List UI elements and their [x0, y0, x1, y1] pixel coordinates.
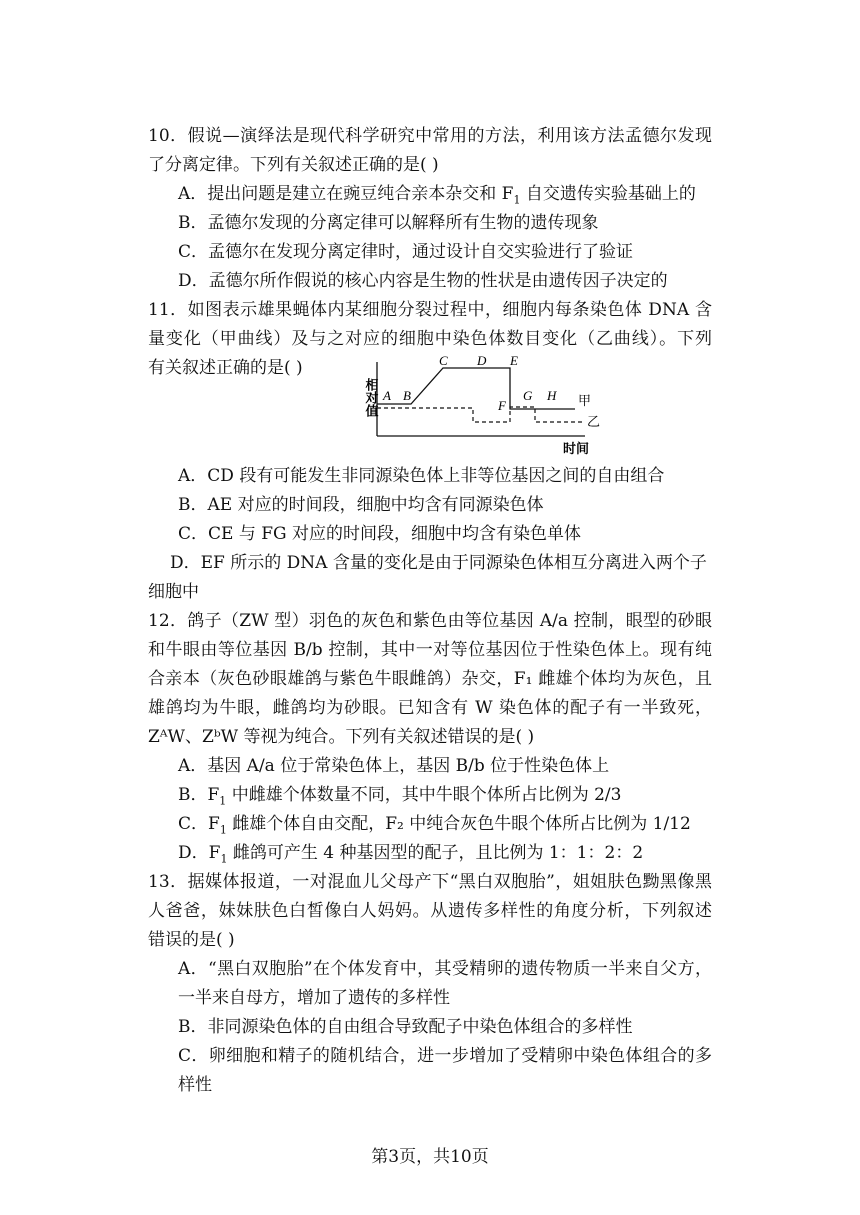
q12-stem-line-4: 雄鸽均为牛眼，雌鸽均为砂眼。已知含有 W 染色体的配子有一半致死， — [148, 698, 712, 718]
point-label-a: A — [383, 388, 391, 403]
q11-stem-line-2: 量变化（甲曲线）及与之对应的细胞中染色体数目变化（乙曲线）。下列 — [148, 329, 712, 349]
curve-jia-label: 甲 — [578, 393, 592, 408]
point-label-c: C — [439, 353, 448, 368]
q10-stem-line-2: 了分离定律。下列有关叙述正确的是( ) — [148, 155, 439, 175]
q11-option-d-cont: 细胞中 — [148, 582, 199, 602]
q12-option-b: B．$F_1$ 中雌雄个体数量不同，其中牛眼个体所占比例为 2/3 — [178, 785, 622, 808]
q12-stem-line-5: ZᴬW、ZᵇW 等视为纯合。下列有关叙述错误的是( ) — [148, 727, 535, 747]
q13-option-c-cont: 样性 — [178, 1075, 212, 1095]
point-label-d: D — [477, 353, 487, 368]
q10-option-b: B．孟德尔发现的分离定律可以解释所有生物的遗传现象 — [178, 213, 599, 233]
point-label-e: E — [510, 353, 518, 368]
dna-chromosome-graph — [355, 352, 605, 462]
q13-stem-line-1: 13．据媒体报道，一对混血儿父母产下“黑白双胞胎”，姐姐肤色黝黑像黑 — [148, 872, 712, 892]
point-label-h: H — [547, 388, 557, 403]
q11-option-d: D．EF 所示的 DNA 含量的变化是由于同源染色体相互分离进入两个子 — [170, 553, 707, 573]
point-label-g: G — [523, 388, 533, 403]
q12-stem-line-1: 12．鸽子（ZW 型）羽色的灰色和紫色由等位基因 A/a 控制，眼型的砂眼 — [148, 611, 712, 631]
q11-stem-line-3: 有关叙述正确的是( ) — [148, 358, 303, 378]
q13-stem-line-3: 错误的是( ) — [148, 930, 235, 950]
q10-option-a: A．提出问题是建立在豌豆纯合亲本杂交和 $F_1$ 自交遗传实验基础上的 — [178, 184, 696, 207]
q10-option-c: C．孟德尔在发现分离定律时，通过设计自交实验进行了验证 — [178, 242, 634, 262]
q13-option-c: C．卵细胞和精子的随机结合，进一步增加了受精卵中染色体组合的多 — [178, 1046, 712, 1066]
q10-option-d: D．孟德尔所作假说的核心内容是生物的性状是由遗传因子决定的 — [178, 271, 668, 291]
q12-stem-line-2: 和牛眼由等位基因 B/b 控制，其中一对等位基因位于性染色体上。现有纯 — [148, 640, 712, 660]
y-axis-label: 相对值 — [363, 378, 379, 417]
q13-stem-line-2: 人爸爸，妹妹肤色白皙像白人妈妈。从遗传多样性的角度分析，下列叙述 — [148, 901, 712, 921]
q10-stem-line-1: 10．假说—演绎法是现代科学研究中常用的方法，利用该方法孟德尔发现 — [148, 126, 712, 146]
x-axis-label: 时间 — [563, 441, 590, 456]
q11-option-c: C．CE 与 FG 对应的时间段，细胞中均含有染色单体 — [178, 524, 582, 544]
q11-option-b: B．AE 对应的时间段，细胞中均含有同源染色体 — [178, 495, 544, 515]
q11-stem-line-1: 11．如图表示雄果蝇体内某细胞分裂过程中，细胞内每条染色体 DNA 含 — [148, 300, 712, 320]
q13-option-a-cont: 一半来自母方，增加了遗传的多样性 — [178, 988, 450, 1008]
page-footer: 第3页，共10页 — [371, 1147, 489, 1167]
point-label-f: F — [498, 398, 506, 413]
q12-option-a: A．基因 A/a 位于常染色体上，基因 B/b 位于性染色体上 — [178, 756, 610, 776]
q13-option-b: B．非同源染色体的自由组合导致配子中染色体组合的多样性 — [178, 1017, 633, 1037]
q12-option-c: C．$F_1$ 雌雄个体自由交配，F₂ 中纯合灰色牛眼个体所占比例为 1/12 — [178, 814, 691, 837]
q13-option-a: A．“黑白双胞胎”在个体发育中，其受精卵的遗传物质一半来自父方， — [178, 959, 712, 979]
q12-option-d: D．$F_1$ 雌鸽可产生 4 种基因型的配子，且比例为 1：1：2：2 — [178, 843, 644, 866]
point-label-b: B — [403, 388, 411, 403]
q12-stem-line-3: 合亲本（灰色砂眼雄鸽与紫色牛眼雌鸽）杂交，F₁ 雌雄个体均为灰色，且 — [148, 669, 712, 689]
q11-option-a: A．CD 段有可能发生非同源染色体上非等位基因之间的自由组合 — [178, 466, 665, 486]
curve-yi-label: 乙 — [587, 414, 601, 429]
